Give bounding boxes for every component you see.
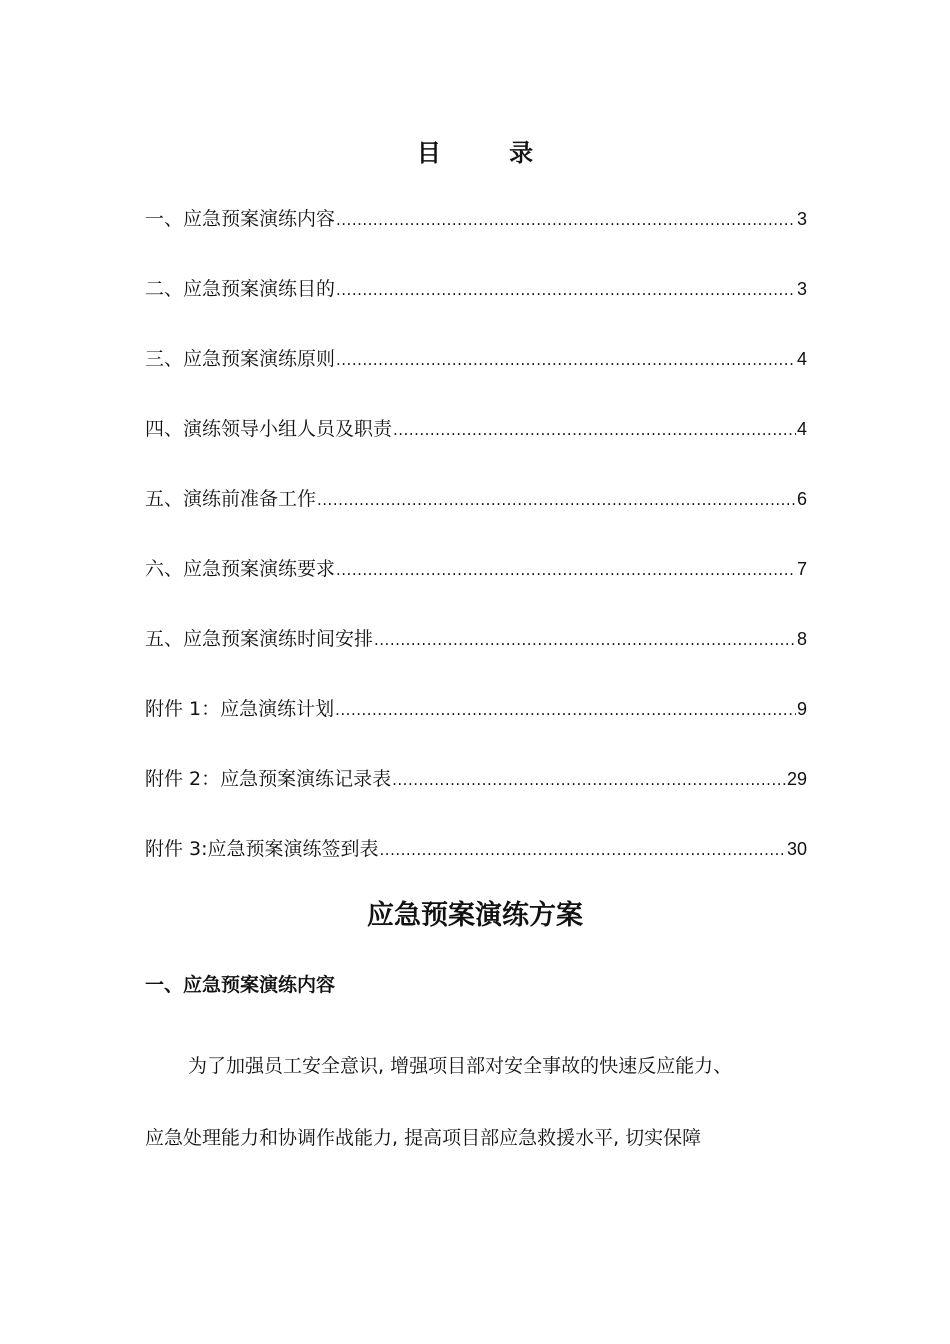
toc-entry-label: 二、应急预案演练目的 (145, 278, 336, 300)
toc-entry-page: 29 (786, 769, 807, 789)
toc-entry[interactable] (145, 410, 807, 480)
toc-entry-page: 4 (796, 419, 807, 439)
toc-leader-dots (336, 271, 796, 309)
toc-entry-page: 3 (796, 209, 807, 229)
toc-title: 目 录 (416, 139, 564, 167)
toc-entry-page: 9 (796, 699, 807, 719)
toc-entry-label: 附件 1：应急演练计划 (145, 698, 335, 720)
toc-entry[interactable] (145, 480, 807, 550)
toc-entry-page: 30 (786, 839, 807, 859)
toc-entry-label: 四、演练领导小组人员及职责 (145, 418, 393, 440)
toc-entry[interactable] (145, 830, 807, 900)
toc-entry-page: 4 (796, 349, 807, 369)
toc-leader-dots (335, 691, 796, 729)
toc-entry[interactable] (145, 690, 807, 760)
toc-entry-label: 附件 3:应急预案演练签到表 (145, 838, 379, 860)
toc-leader-dots (336, 201, 796, 239)
toc-leader-dots (336, 341, 796, 379)
toc-entry[interactable] (145, 550, 807, 620)
section-heading: 一、应急预案演练内容 (145, 974, 336, 996)
toc-leader-dots (317, 481, 796, 519)
toc-entry[interactable] (145, 270, 807, 340)
toc-leader-dots (374, 621, 796, 659)
body-paragraph (145, 1030, 825, 1174)
paragraph-line: 应急处理能力和协调作战能力, 提高项目部应急救援水平, 切实保障 (145, 1127, 702, 1149)
toc-entry-label: 六、应急预案演练要求 (145, 558, 336, 580)
toc-entry-label: 五、演练前准备工作 (145, 488, 317, 510)
table-of-contents (145, 200, 807, 900)
document-title: 应急预案演练方案 (367, 900, 583, 931)
toc-leader-dots (393, 411, 796, 449)
toc-entry-page: 3 (796, 279, 807, 299)
toc-entry-page: 7 (796, 559, 807, 579)
toc-entry-label: 一、应急预案演练内容 (145, 208, 336, 230)
toc-entry-page: 6 (796, 489, 807, 509)
toc-leader-dots (336, 551, 796, 589)
toc-entry-page: 8 (796, 629, 807, 649)
toc-leader-dots (380, 831, 786, 869)
toc-leader-dots (392, 761, 786, 799)
toc-entry-label: 五、应急预案演练时间安排 (145, 628, 374, 650)
toc-entry-label: 三、应急预案演练原则 (145, 348, 336, 370)
toc-entry-label: 附件 2：应急预案演练记录表 (145, 768, 392, 790)
toc-entry[interactable] (145, 200, 807, 270)
paragraph-line: 为了加强员工安全意识, 增强项目部对安全事故的快速反应能力、 (188, 1055, 733, 1077)
toc-entry[interactable] (145, 340, 807, 410)
toc-entry[interactable] (145, 760, 807, 830)
toc-entry[interactable] (145, 620, 807, 690)
